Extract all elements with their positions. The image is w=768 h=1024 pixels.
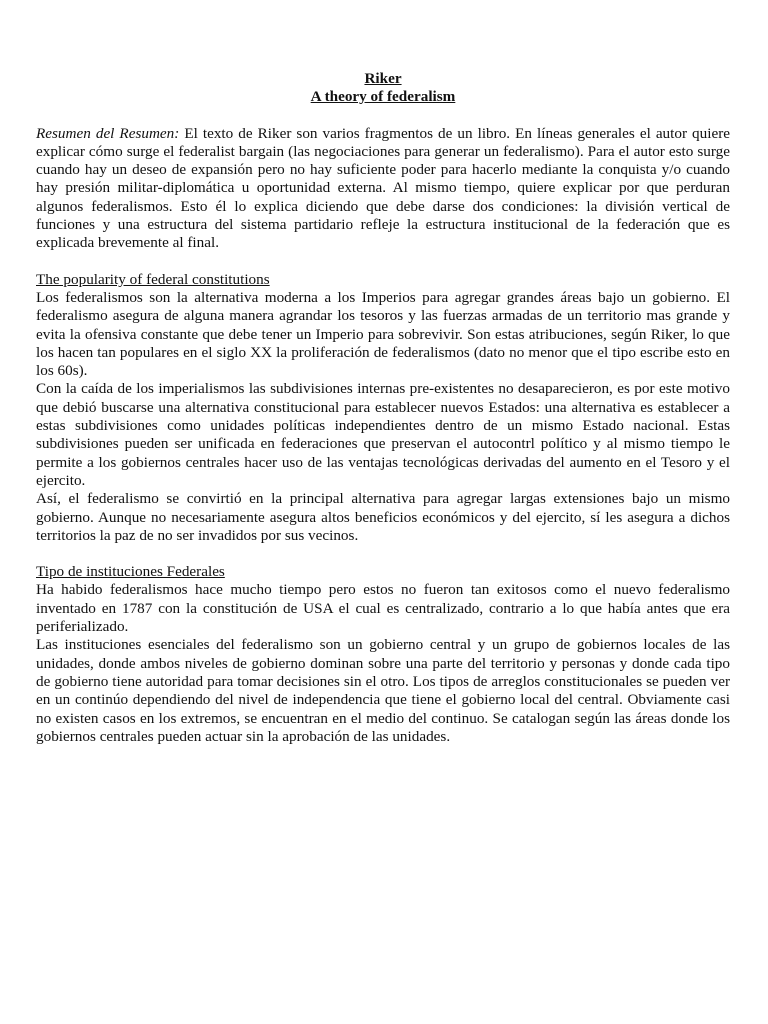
section-heading: Tipo de instituciones Federales: [36, 563, 225, 581]
body-paragraph: Los federalismos son la alternativa moderna a los Imperios para agregar grandes áreas bajo un gobierno. El federalismo asegura de alguna manera agrandar los tesoros y las fuerzas armadas de un territorio mas grande y evita la ofensiva constante que debe tener un Imperio para sobrevivir. Son estas atribuciones, según Riker, lo que los hacen tan populares en el siglo XX la proliferación de federalismos (dato no menor que el tipo escribe esto en los 60s).: [36, 288, 730, 380]
intro-label: Resumen del Resumen:: [36, 124, 180, 142]
section-heading: The popularity of federal constitutions: [36, 270, 270, 288]
intro-paragraph: [36, 125, 730, 253]
document-subtitle: A theory of federalism: [310, 88, 456, 106]
body-paragraph: Con la caída de los imperialismos las subdivisiones internas pre-existentes no desaparecieron, es por este motivo que debió buscarse una alternativa constitucional para establecer nuevos Estados: una alternativa es establecer a estas subdivisiones como unidades políticas independientes dentro de un mismo Estado nacional. Estas subdivisiones pueden ser unificada en federaciones que preservan el autocontrl político y al mismo tiempo le permite a los gobiernos centrales hacer uso de las ventajas tecnológicas derivadas del aumento en el Tesoro y el ejercito.: [36, 380, 730, 489]
section-popularity: [36, 271, 730, 545]
title-block: [36, 70, 730, 107]
intro-text: El texto de Riker son varios fragmentos de un libro. En líneas generales el autor quiere explicar cómo surge el federalist bargain (las negociaciones para generar un federalismo). Para el autor esto surge cuando hay un deseo de expansión pero no hay suficiente poder para hacerlo mediante la conquista y/o cuando hay presión militar-diplomática u oportunidad externa. Al mismo tiempo, quiere explicar por que perduran algunos federalismos. Esto él lo explica diciendo que debe darse dos condiciones: la división vertical de funciones y una estructura del sistema partidario refleje la estructura institucional de la federación que es explicada brevemente al final.: [36, 124, 730, 252]
section-institutions: [36, 563, 730, 746]
document-title: Riker: [364, 70, 402, 87]
body-paragraph: Ha habido federalismos hace mucho tiempo pero estos no fueron tan exitosos como el nuevo federalismo inventado en 1787 con la constitución de USA el cual es centralizado, contrario a lo que había antes que era periferializado.: [36, 581, 730, 636]
body-paragraph: Las instituciones esenciales del federalismo son un gobierno central y un grupo de gobiernos locales de las unidades, donde ambos niveles de gobierno dominan sobre una parte del territorio y personas y donde cada tipo de gobierno tiene autoridad para tomar decisiones sin el otro. Los tipos de arreglos constitucionales se pueden ver en un continúo dependiendo del nivel de independencia que tiene el gobierno local del central. Obviamente casi no existen casos en los extremos, se encuentran en el medio del continuo. Se catalogan según las áreas donde los gobiernos centrales pueden actuar sin la aprobación de las unidades.: [36, 636, 730, 745]
body-paragraph: Así, el federalismo se convirtió en la principal alternativa para agregar largas extensiones bajo un mismo gobierno. Aunque no necesariamente asegura altos beneficios económicos y del ejercito, sí les asegura a dichos territorios la paz de no ser invadidos por sus vecinos.: [36, 490, 730, 544]
document-page: [36, 70, 730, 746]
